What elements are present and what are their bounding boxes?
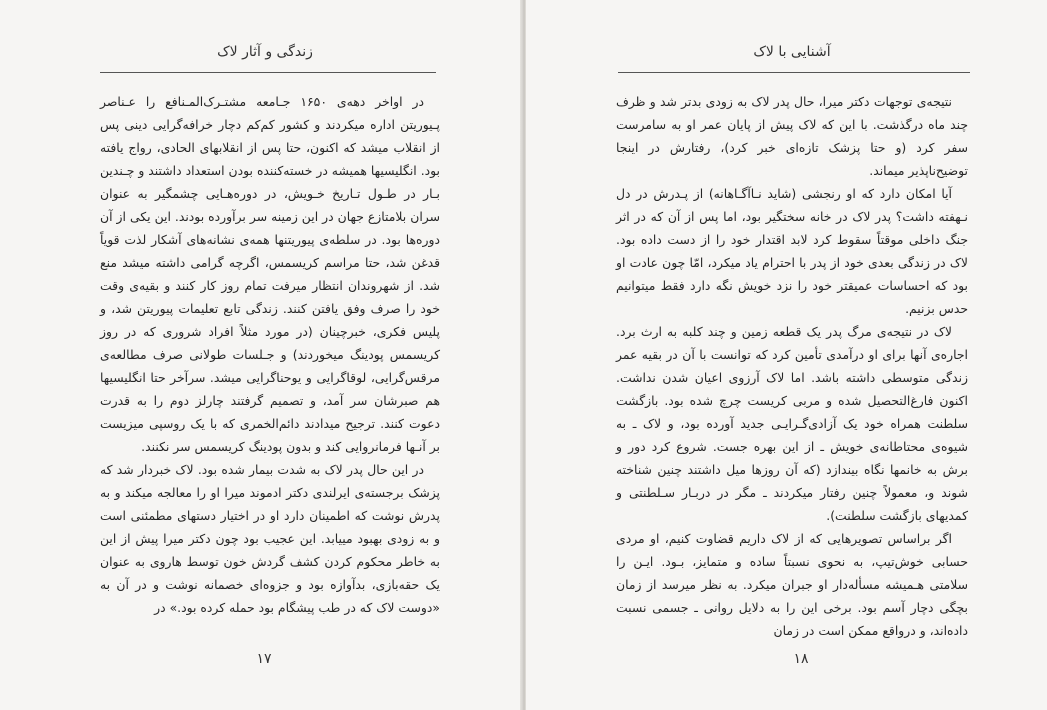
paragraph: در اواخر دهه‌ی ۱۶۵۰ جـامعه مشتـرک‌المـنافع را عـناصر پـیوریتن اداره میکردند و کشور کم‌کم دچار خرافه‌گرایی دینی پس از انقلاب میشد که اکنون، حتا پس از انقلابهای الحادی، رواج یافته بود. انگلیسیها همیشه در خسته‌کننده بودن استعداد داشتند و چـندین بـار در طـول تـاریخ خـویش، در دوره‌هـایی چشمگیر به عنوان سران بلامتازع جهان در این زمینه سر برآورده بودند. این یکی از آن دوره‌ها بود. در سلطه‌ی پیوریتنها همه‌ی نشانه‌های آشکار لذت قویاً قدغن شد، حتا مراسم کریسمس، اگرچه گرامی داشته میشد منع شد. از شهروندان انتظار میرفت تمام روز کار کنند و بقیه‌ی وقت خود را صرف وفق یافتن کنند. زندگی تابع تعلیمات پیوریتن شد، و پلیس فکری، خبرچینان (در مورد مثلاً افراد شروری که در روز کریسمس پودینگ میخوردند) و جـلسات طولانی صرف مطالعه‌ی مرقس‌گرایی، لوقاگرایی و یوحناگرایی میشد. سرآخر حتا انگلیسیها هم صبرشان سر آمد، و تصمیم گرفتند چارلز دوم را به قدرت دعوت کنند. ترجیح میدادند دائم‌الخمری که با یک روسپی میزیست بر آنـها فرمانروایی کند و بدون پودینگ کریسمس سر نکنند. (100, 94, 440, 454)
right-page (526, 0, 1047, 710)
body-text (100, 90, 440, 619)
paragraph: نتیجه‌ی توجهات دکتر میرا، حال پدر لاک به زودی بدتر شد و ظرف چند ماه درگذشت. با این که لاک پیش از پایان عمر او به سامرست سفر کرد (و حتا پزشک تازه‌ای خبر کرد)، رفتارش در اینجا توضیح‌ناپذیر میماند. (616, 94, 968, 178)
body-text (616, 90, 968, 642)
paragraph: اگر براساس تصویرهایی که از لاک داریم قضاوت کنیم، او مردی حسابی خوش‌تیپ، به نحوی نسبتاً ساده و متمایز، بـود. ایـن را سلامتی هـمیشه مسأله‌دار او جبران میکرد. به نظر میرسد از زمان بچگی دچار آسم بود. برخی این را به دلایل روانی ـ جسمی نسبت داده‌اند، و درواقع ممکن است در زمان (616, 531, 968, 638)
page-number: ۱۷ (256, 651, 272, 667)
header-rule (618, 72, 970, 73)
page-number: ۱۸ (793, 651, 809, 667)
paragraph: در این حال پدر لاک به شدت بیمار شده بود. لاک خبردار شد که پزشک برجسته‌ی ایرلندی دکتر ادموند میرا او را معالجه میکند و به پدرش نوشت که اطمینان دارد او در اختیار دستهای مطمئنی است و به زودی بهبود مییابد. این عجیب بود چون دکتر میرا پیش از این به خاطر محکوم کردن کشف گردش خون توسط هاروی به عنوان یک حقه‌بازی، بدآوازه بود و جزوه‌ای خصمانه نوشت و در آن به «دوست لاک که در طب پیشگام بود حمله کرده بود.» در (100, 462, 440, 615)
header-rule (100, 72, 436, 73)
running-header: آشنایی با لاک (753, 44, 831, 60)
paragraph: آیا امکان دارد که او رنجشی (شاید نـاآگـاهانه) از پـدرش در دل نـهفته داشت؟ پدر لاک در خانه سختگیر بود، اما پس از آن که در اثر جنگ داخلی موقتاً سقوط کرد لابد اقتدار خود را از دست داده بود. لاک در زندگی بعدی خود از پدر با احترام یاد میکرد، امّا چون عادت او بود که احساسات عمیقتر خود را نزد خویش نگه دارد فقط میتوانیم حدس بزنیم. (616, 186, 968, 316)
paragraph: لاک در نتیجه‌ی مرگ پدر یک قطعه زمین و چند کلبه به ارث برد. اجاره‌ی آنها برای او درآمدی تأمین کرد که توانست با آن در بقیه عمر زندگی متوسطی داشته باشد. اما لاک آرزوی اعیان شدن نداشت. اکنون فارغ‌التحصیل شده و مربی کریست چرچ شده بود. بازگشت سلطنت همراه خود یک آزادی‌گـرایـی جدید آورده بود، و لاک ـ به شیوه‌ی محتاطانه‌ی خویش ـ از این بهره جست. شروع کرد دور و برش به خانمها نگاه بیندازد (که آن روزها میل داشتند چنین شناخته شوند و، معمولاً چنین رفتار میکردند ـ مگر در دربـار سـلطنتی و کمدیهای بازگشت سلطنت). (616, 324, 968, 523)
running-header: زندگی و آثار لاک (217, 44, 313, 60)
left-page (0, 0, 522, 710)
